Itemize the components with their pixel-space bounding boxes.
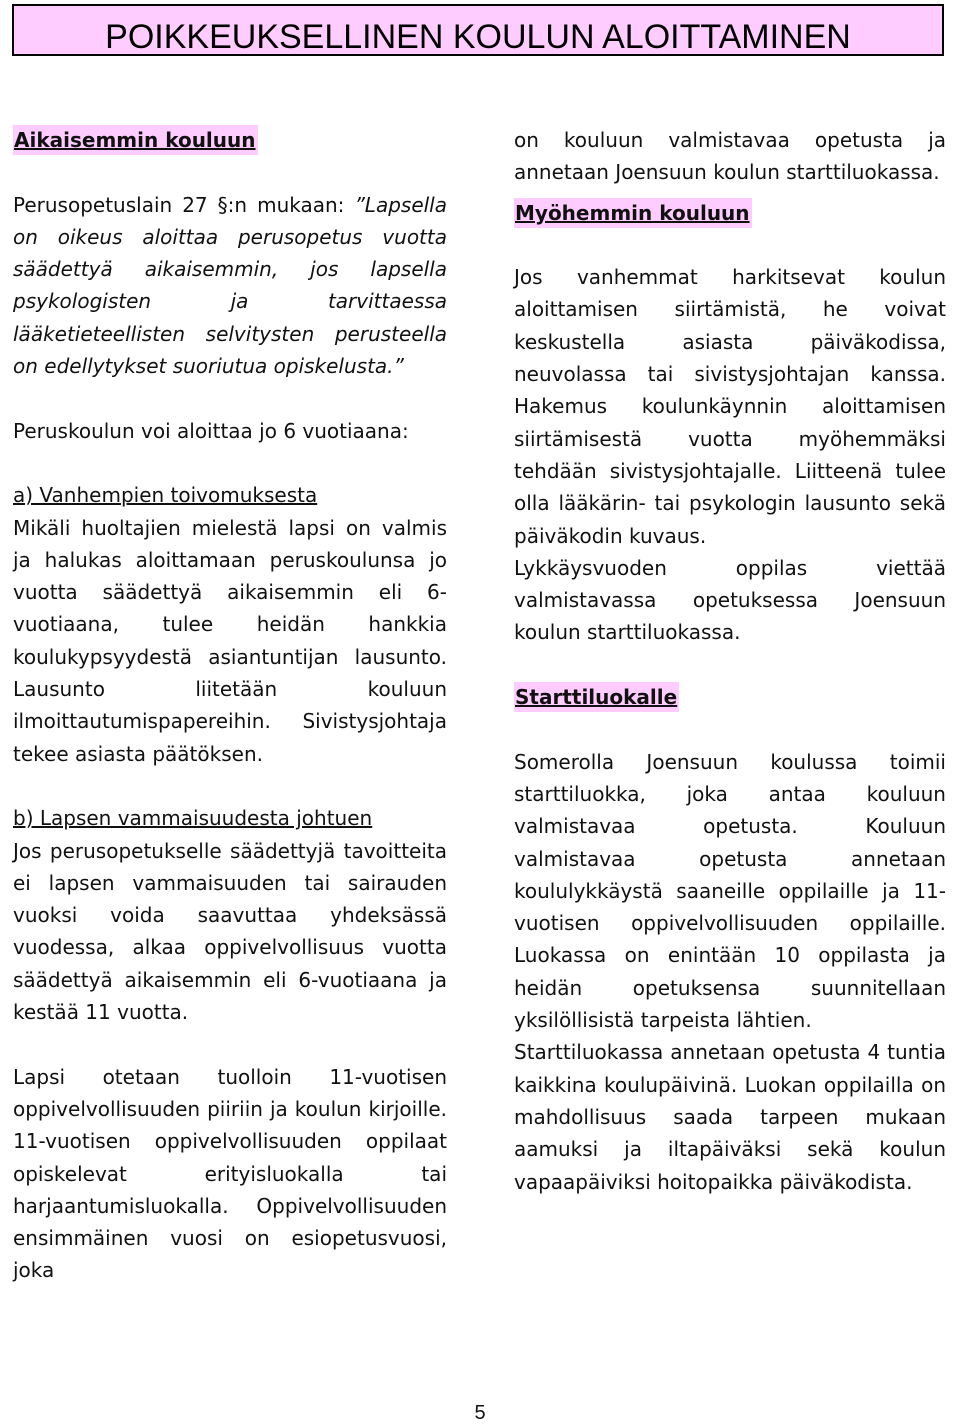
spacer: [514, 649, 946, 681]
heading-later-school: Myöhemmin kouluun: [514, 198, 752, 228]
age-six-line: Peruskoulun voi aloittaa jo 6 vuotiaana:: [13, 418, 409, 443]
heading-start-row: [514, 681, 946, 713]
heading-start-class: Starttiluokalle: [514, 682, 679, 712]
spacer: [13, 1028, 447, 1060]
spacer: [13, 770, 447, 802]
heading-early-school: Aikaisemmin kouluun: [13, 125, 258, 155]
subheading-parents-wish: a) Vanhempien toivomuksesta: [13, 483, 318, 508]
paragraph-later-school: Jos vanhemmat harkitsevat koulun aloittamisen siirtämistä, he voivat keskustella asiasta päiväkodissa, neuvolassa tai sivistysjohtajan kanssa. Hakemus koulunkäynnin aloittamisen siirtämisestä vuotta myöhemmäksi tehdään sivistysjohtajalle. Liitteenä tulee olla lääkärin- tai psykologin lausunto sekä päiväkodin kuvaus.: [514, 265, 946, 548]
law-intro: Perusopetuslain 27 §:n mukaan:: [13, 192, 355, 217]
law-quote: ”Lapsella on oikeus aloittaa perusopetus vuotta säädettyä aikaisemmin, jos lapsella psykologisten ja tarvittaessa lääketieteellisten selvitysten perusteella on edellytykset suoriutua opiskelusta.”: [13, 192, 447, 379]
spacer: [13, 382, 447, 414]
title-banner: [12, 4, 944, 56]
heading-later-row: [514, 197, 946, 229]
paragraph-start-hours: Starttiluokassa annetaan opetusta 4 tuntia kaikkina koulupäivinä. Luokan oppilailla on mahdollisuus saada tarpeen mukaan aamuksi ja iltapäiväksi sekä koulun vapaapäiviksi hoitopaikka päiväkodista.: [514, 1040, 946, 1194]
heading-early-row: [13, 124, 447, 156]
spacer: [13, 156, 447, 188]
page-title: POIKKEUKSELLINEN KOULUN ALOITTAMINEN: [105, 18, 851, 56]
left-column: [13, 124, 447, 1287]
law-paragraph: [13, 189, 447, 383]
spacer: [514, 713, 946, 745]
paragraph-parents-wish: Mikäli huoltajien mielestä lapsi on valmis ja halukas aloittamaan peruskoulunsa jo vuotta säädettyä aikaisemmin eli 6-vuotiaana, tulee heidän hankkia koulukypsyydestä asiantuntijan lausunto. Lausunto liitetään kouluun ilmoittautumispapereihin. Sivistysjohtaja tekee asiasta päätöksen.: [13, 515, 447, 766]
paragraph-eleven-year: Lapsi otetaan tuolloin 11-vuotisen oppivelvollisuuden piiriin ja koulun kirjoille. 11-vuotisen oppivelvollisuuden oppilaat opiskelevat erityisluokalla tai harjaantumisluokalla. Oppivelvollisuuden ensimmäinen vuosi on esiopetusvuosi, joka: [13, 1064, 447, 1283]
page-number: 5: [474, 1402, 486, 1424]
paragraph-deferral-year: Lykkäysvuoden oppilas viettää valmistavassa opetuksessa Joensuun koulun starttiluokassa.: [514, 555, 946, 645]
spacer: [13, 447, 447, 479]
right-column: [514, 124, 946, 1198]
paragraph-disability: Jos perusopetukselle säädettyjä tavoitteita ei lapsen vammaisuuden tai sairauden vuoksi voida saavuttaa yhdeksässä vuodessa, alkaa oppivelvollisuus vuotta säädettyä aikaisemmin eli 6-vuotiaana ja kestää 11 vuotta.: [13, 838, 447, 1025]
paragraph-continued: on kouluun valmistavaa opetusta ja annetaan Joensuun koulun starttiluokassa.: [514, 128, 946, 185]
paragraph-start-class: Somerolla Joensuun koulussa toimii starttiluokka, joka antaa kouluun valmistavaa opetusta. Kouluun valmistavaa opetusta annetaan koululykkäystä saaneille oppilaille ja 11-vuotisen oppivelvollisuuden oppilaille. Luokassa on enintään 10 oppilasta ja heidän opetuksensa suunnitellaan yksilöllisistä tarpeista lähtien.: [514, 749, 946, 1033]
spacer: [514, 229, 946, 261]
subheading-disability: b) Lapsen vammaisuudesta johtuen: [13, 806, 373, 831]
spacer: [514, 189, 946, 197]
